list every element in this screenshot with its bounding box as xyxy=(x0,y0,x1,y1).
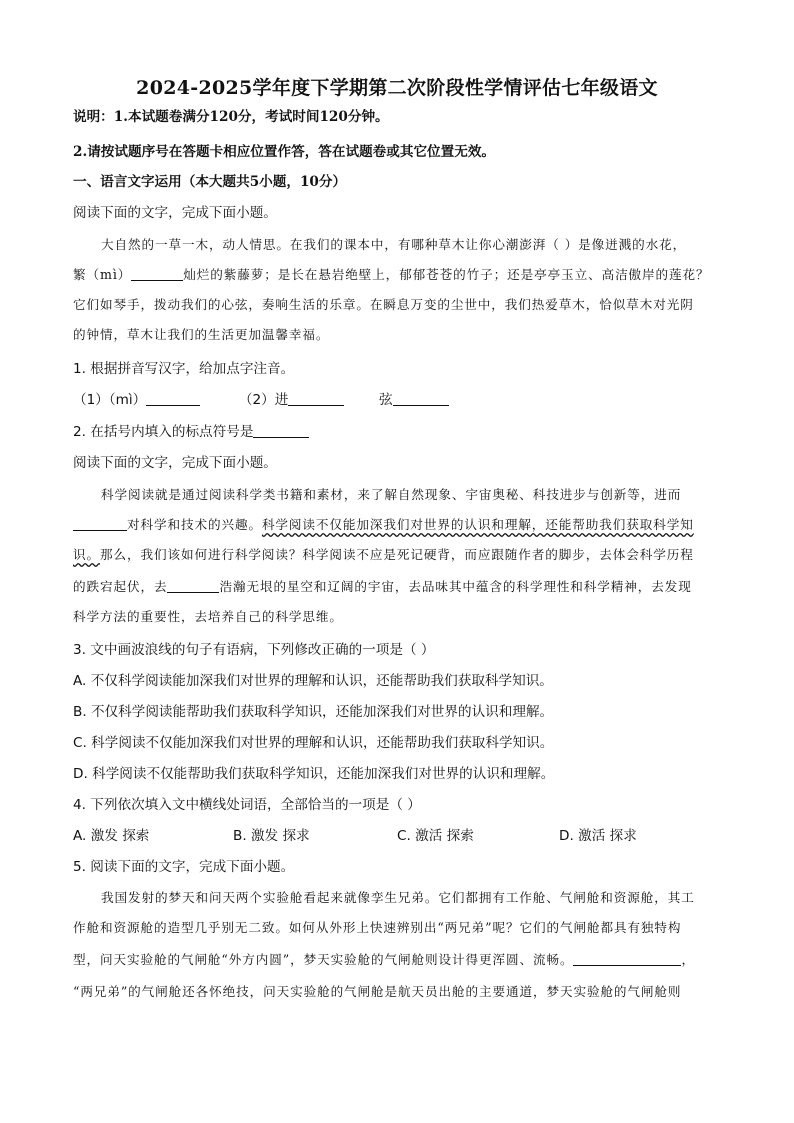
passage3-line1: 我国发射的梦天和问天两个实验舱看起来就像孪生兄弟。它们都拥有工作舱、气闸舱和资源舱，其工 xyxy=(101,890,695,905)
passage2-line3-text: 那么，我们该如何进行科学阅读？科学阅读不应是死记硬背，而应跟随作者的脚步，去体会科学历程 xyxy=(100,547,694,562)
question-1: 1. 根据拼音写汉字，给加点字注音。 xyxy=(73,361,295,377)
q4-option-b[interactable]: B. 激发 探求 xyxy=(233,828,310,844)
passage2-line4 xyxy=(73,577,692,597)
passage1-line3: 它们如琴手，拨动我们的心弦，奏响生活的乐章。在瞬息万变的尘世中，我们热爱草木，恰似草木对光阴 xyxy=(73,297,694,312)
blank-2[interactable] xyxy=(167,578,219,593)
passage1-line1: 大自然的一草一木，动人情思。在我们的课本中，有哪种草木让你心潮澎湃（ ）是像迸溅的水花， xyxy=(101,237,687,252)
passage3-line2: 作舱和资源舱的造型几乎别无二致。如何从外形上快速辨别出“两兄弟”呢？它们的气闸舱都具有独特构 xyxy=(73,920,682,935)
passage2-line1: 科学阅读就是通过阅读科学类书籍和素材，来了解自然现象、宇宙奥秘、科技进步与创新等，进而 xyxy=(101,487,682,502)
q3-option-a[interactable]: A. 不仅科学阅读能加深我们对世界的理解和认识，还能帮助我们获取科学知识。 xyxy=(73,673,553,689)
question-3: 3. 文中画波浪线的句子有语病，下列修改正确的一项是（ ） xyxy=(73,642,435,658)
answer-blank[interactable] xyxy=(288,391,344,406)
passage2-line2 xyxy=(73,515,694,535)
wavy-sentence: 科学阅读不仅能加深我们对世界的认识和理解，还能帮助我们获取科学知 xyxy=(261,517,694,532)
passage2-line2-text: 对科学和技术的兴趣。 xyxy=(127,517,262,532)
note-2: 2.请按试题序号在答题卡相应位置作答，答在试题卷或其它位置无效。 xyxy=(73,144,496,160)
note-1: 说明：1.本试题卷满分120分，考试时间120分钟。 xyxy=(73,109,389,125)
passage2-line3 xyxy=(73,545,694,565)
blank-1[interactable] xyxy=(73,516,127,531)
question-5: 5. 阅读下面的文字，完成下面小题。 xyxy=(73,859,295,875)
q1-item-3: 弦 xyxy=(379,392,393,408)
passage2-line5: 科学方法的重要性，去培养自己的科学思维。 xyxy=(73,609,343,624)
question-1-items xyxy=(73,390,449,410)
question-2 xyxy=(73,422,309,442)
passage1-pinyin: 繁（mì） xyxy=(73,267,132,282)
comma: ， xyxy=(681,952,695,967)
passage2-line4-rest: 浩瀚无垠的星空和辽阔的宇宙，去品味其中蕴含的科学理性和科学精神，去发现 xyxy=(219,579,692,594)
q3-option-d[interactable]: D. 科学阅读不仅能帮助我们获取科学知识，还能加深我们对世界的认识和理解。 xyxy=(73,766,555,782)
passage3-line3-text: 型，问天实验舱的气闸舱“外方内圆”，梦天实验舱的气闸舱则设计得更浑圆、流畅。 xyxy=(73,952,574,967)
q1-item-2: （2）进 xyxy=(238,392,289,408)
question-4: 4. 下列依次填入文中横线处词语，全部恰当的一项是（ ） xyxy=(73,797,421,813)
blank-3[interactable] xyxy=(573,951,681,966)
q4-option-a[interactable]: A. 激发 探索 xyxy=(73,828,150,844)
q4-options xyxy=(73,826,637,846)
passage2-line4-text: 的跌宕起伏，去 xyxy=(73,579,168,594)
wavy-sentence-end: 识。 xyxy=(73,547,100,562)
page-title: 2024-2025学年度下学期第二次阶段性学情评估七年级语文 xyxy=(136,77,658,99)
passage1-line4: 的钟情，草木让我们的生活更加温馨幸福。 xyxy=(73,327,330,342)
passage1-line2 xyxy=(73,265,710,285)
q1-item-1: （1）（mì） xyxy=(73,392,147,408)
passage1-line2-text: 灿烂的紫藤萝；是长在悬岩绝壁上，郁郁苍苍的竹子；还是亭亭玉立、高洁傲岸的莲花？ xyxy=(183,267,710,282)
q3-option-c[interactable]: C. 科学阅读不仅能加深我们对世界的理解和认识，还能帮助我们获取科学知识。 xyxy=(73,735,554,751)
instruction: 阅读下面的文字，完成下面小题。 xyxy=(73,455,277,471)
passage3-line4: “两兄弟”的气闸舱还各怀绝技，问天实验舱的气闸舱是航天员出舱的主要通道，梦天实验舱的气闸舱则 xyxy=(73,984,682,999)
answer-blank[interactable] xyxy=(253,423,309,438)
answer-blank[interactable] xyxy=(393,391,449,406)
passage3-line3 xyxy=(73,950,695,970)
q3-option-b[interactable]: B. 不仅科学阅读能帮助我们获取科学知识，还能加深我们对世界的认识和理解。 xyxy=(73,704,554,720)
blank-mi[interactable] xyxy=(131,266,183,281)
instruction: 阅读下面的文字，完成下面小题。 xyxy=(73,205,277,221)
q4-option-c[interactable]: C. 激活 探索 xyxy=(397,828,474,844)
section-heading: 一、语言文字运用（本大题共5小题，10分） xyxy=(73,174,347,190)
q4-option-d[interactable]: D. 激活 探求 xyxy=(559,828,637,844)
answer-blank[interactable] xyxy=(146,391,200,406)
question-2-text: 2. 在括号内填入的标点符号是 xyxy=(73,424,254,440)
